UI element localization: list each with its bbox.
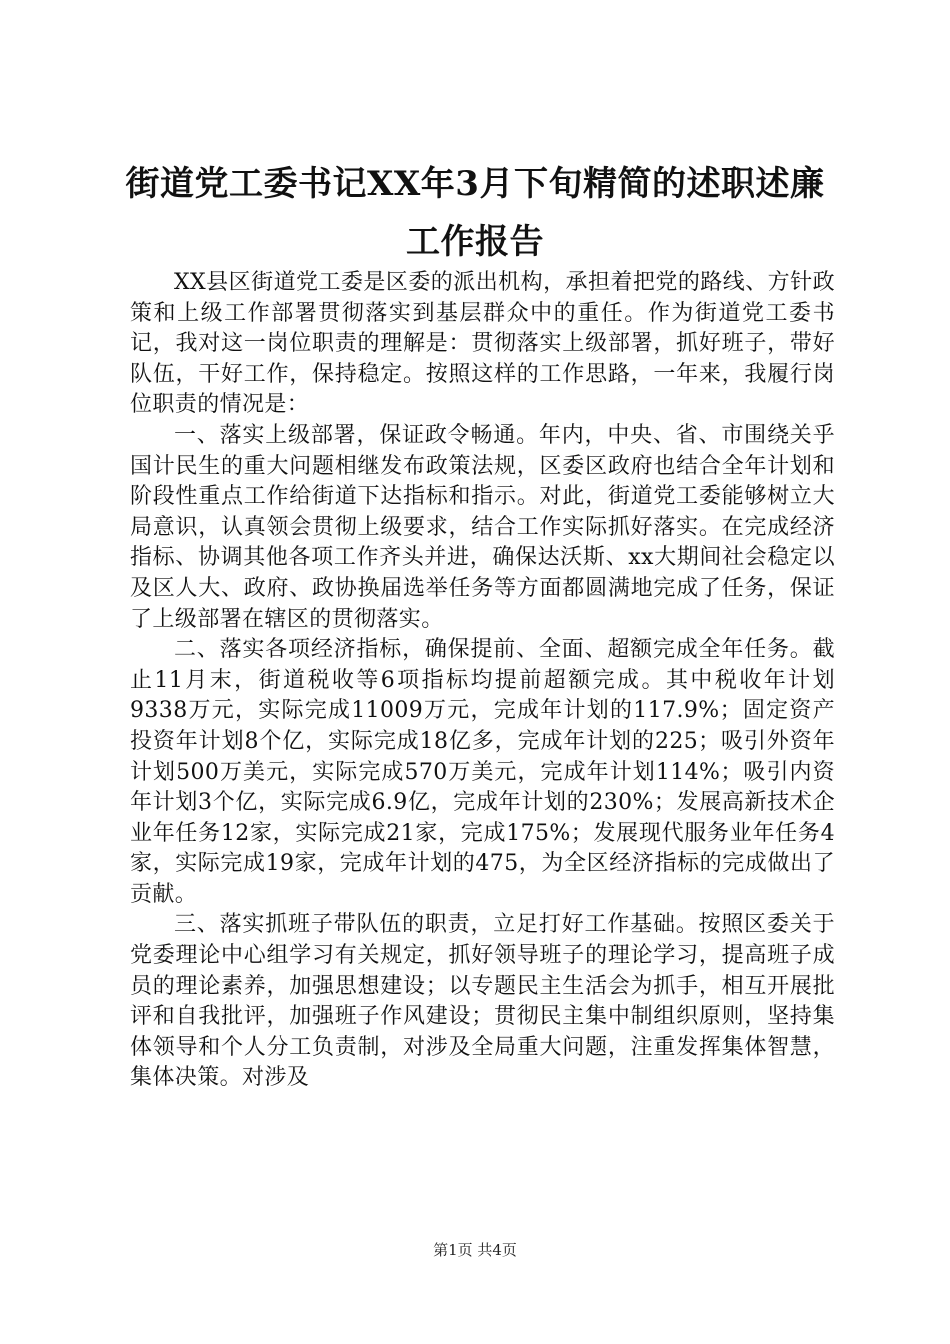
document-body	[130, 268, 835, 1094]
paragraph-section-3: 三、落实抓班子带队伍的职责，立足打好工作基础。按照区委关于党委理论中心组学习有关规定，抓好领导班子的理论学习，提高班子成员的理论素养，加强思想建设；以专题民主生活会为抓手，相互开展批评和自我批评，加强班子作风建设；贯彻民主集中制组织原则，坚持集体领导和个人分工负责制，对涉及全局重大问题，注重发挥集体智慧，集体决策。对涉及	[130, 912, 835, 1091]
paragraph-section-1: 一、落实上级部署，保证政令畅通。年内，中央、省、市围绕关乎国计民生的重大问题相继发布政策法规，区委区政府也结合全年计划和阶段性重点工作给街道下达指标和指示。对此，街道党工委能够树立大局意识，认真领会贯彻上级要求，结合工作实际抓好落实。在完成经济指标、协调其他各项工作齐头并进，确保达沃斯、xx大期间社会稳定以及区人大、政府、政协换届选举任务等方面都圆满地完成了任务，保证了上级部署在辖区的贯彻落实。	[130, 422, 835, 632]
page-number-footer: 第1页 共4页	[433, 1241, 517, 1259]
document-title: 街道党工委书记XX年3月下旬精简的述职述廉工作报告	[125, 164, 825, 262]
paragraph-section-2: 二、落实各项经济指标，确保提前、全面、超额完成全年任务。截止11月末，街道税收等6项指标均提前超额完成。其中税收年计划9338万元，实际完成11009万元，完成年计划的117.9%；固定资产投资年计划8个亿，实际完成18亿多，完成年计划的225；吸引外资年计划500万美元，实际完成570万美元，完成年计划114%；吸引内资年计划3个亿，实际完成6.9亿，完成年计划的230%；发展高新技术企业年任务12家，实际完成21家，完成175%；发展现代服务业年任务4家，实际完成19家，完成年计划的475，为全区经济指标的完成做出了贡献。	[130, 637, 835, 907]
paragraph-intro: XX县区街道党工委是区委的派出机构，承担着把党的路线、方针政策和上级工作部署贯彻落实到基层群众中的重任。作为街道党工委书记，我对这一岗位职责的理解是：贯彻落实上级部署，抓好班子，带好队伍，干好工作，保持稳定。按照这样的工作思路，一年来，我履行岗位职责的情况是：	[130, 270, 835, 418]
